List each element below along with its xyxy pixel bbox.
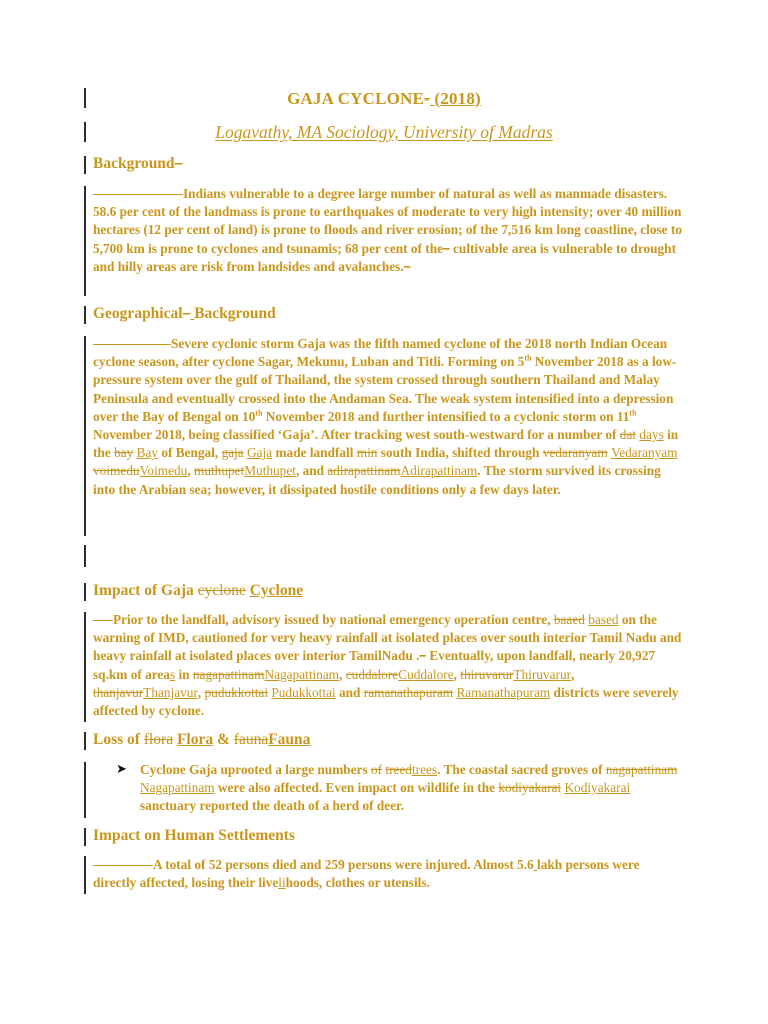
- title-main: GAJA CYCLONE: [287, 89, 425, 108]
- change-bar: [84, 306, 86, 324]
- title-year: (2018): [434, 89, 481, 108]
- deleted-tab: [93, 865, 153, 866]
- arrow-bullet-icon: ➤: [116, 761, 127, 776]
- author-line: Logavathy, MA Sociology, University of Madras: [215, 122, 553, 142]
- change-bar: [84, 856, 86, 894]
- document-title: [0, 89, 768, 109]
- loss-bullet-text: Cyclone Gaja uprooted a large numbers of treedtrees. The coastal sacred groves of nagapattinam Nagapattinam were also affected. Even impact on wildlife in the kodiyakarai Kodiyakarai sanctuary reported the death of a herd of deer.: [140, 762, 678, 814]
- change-bar: [84, 545, 86, 567]
- change-bar: [84, 732, 86, 750]
- human-paragraph: A total of 52 persons died and 259 persons were injured. Almost 5.6 lakh persons were directly affected, losing their livelihoods, clothes or utensils.: [93, 857, 640, 891]
- change-bar: [84, 762, 86, 818]
- deleted-tab: [93, 620, 113, 621]
- change-bar: [84, 186, 86, 296]
- deleted-tab: [93, 344, 171, 345]
- deleted-tab: [93, 194, 183, 195]
- geographical-paragraph: Severe cyclonic storm Gaja was the fifth named cyclone of the 2018 north Indian Ocean cyclone season, after cyclone Sagar, Mekunu, Luban and Titli. Forming on 5th November 2018 as a low-pressure system over the gulf of Thailand, the system crossed through southern Thailand and Malay Peninsula and eventually crossed into the Andaman Sea. The weak system intensified into a depression over the Bay of Bengal on 10th November 2018 and further intensified to a cyclonic storm on 11th November 2018, being classified ‘Gaja’. After tracking west south-westward for a number of dat days in the bay Bay of Bengal, gaja Gaja made landfall min south India, shifted through vedaranyam Vedaranyam voimeduVoimedu, muthupetMuthupet, and adirapattinamAdirapattinam. The storm survived its crossing into the Arabian sea; however, it dissipated hostile conditions only a few days later.: [93, 336, 679, 497]
- title-dash: -: [424, 89, 430, 108]
- section-heading-impact: Impact of Gaja cyclone Cyclone: [93, 582, 304, 599]
- change-bar: [84, 583, 86, 601]
- change-bar: [84, 828, 86, 846]
- impact-paragraph: Prior to the landfall, advisory issued by national emergency operation centre, baaed based on the warning of IMD, cautioned for very heavy rainfall at isolated places over south interior Tamil Nadu and heavy rainfall at isolated places over interior TamilNadu .– Eventually, upon landfall, nearly 20,927 sq.km of areas in nagapattinamNagapattinam, cuddaloreCuddalore, thiruvarurThiruvarur, thanjavurThanjavur, pudukkottai Pudukkottai and ramanathapuram Ramanathapuram districts were severely affected by cyclone.: [93, 612, 682, 719]
- change-bar: [84, 336, 86, 536]
- section-heading-loss: Loss of flora Flora & faunaFauna: [93, 731, 311, 748]
- list-item: [118, 761, 678, 816]
- change-bar: [84, 612, 86, 722]
- background-paragraph: Indians vulnerable to a degree large number of natural as well as manmade disasters. 58.6 per cent of the landmass is prone to earthquakes of moderate to very high intensity; over 40 million hectares (12 per cent of land) is prone to floods and river erosion; of the 7,516 km long coastline, close to 5,700 km is prone to cyclones and tsunamis; 68 per cent of the– cultivable area is vulnerable to drought and hilly areas are risk from landsides and avalanches.–: [93, 186, 682, 274]
- change-bar: [84, 156, 86, 174]
- section-heading-human: Impact on Human Settlements: [93, 827, 295, 844]
- section-heading-geographical: Geographical– Background: [93, 305, 276, 322]
- section-heading-background: Background–: [93, 155, 183, 172]
